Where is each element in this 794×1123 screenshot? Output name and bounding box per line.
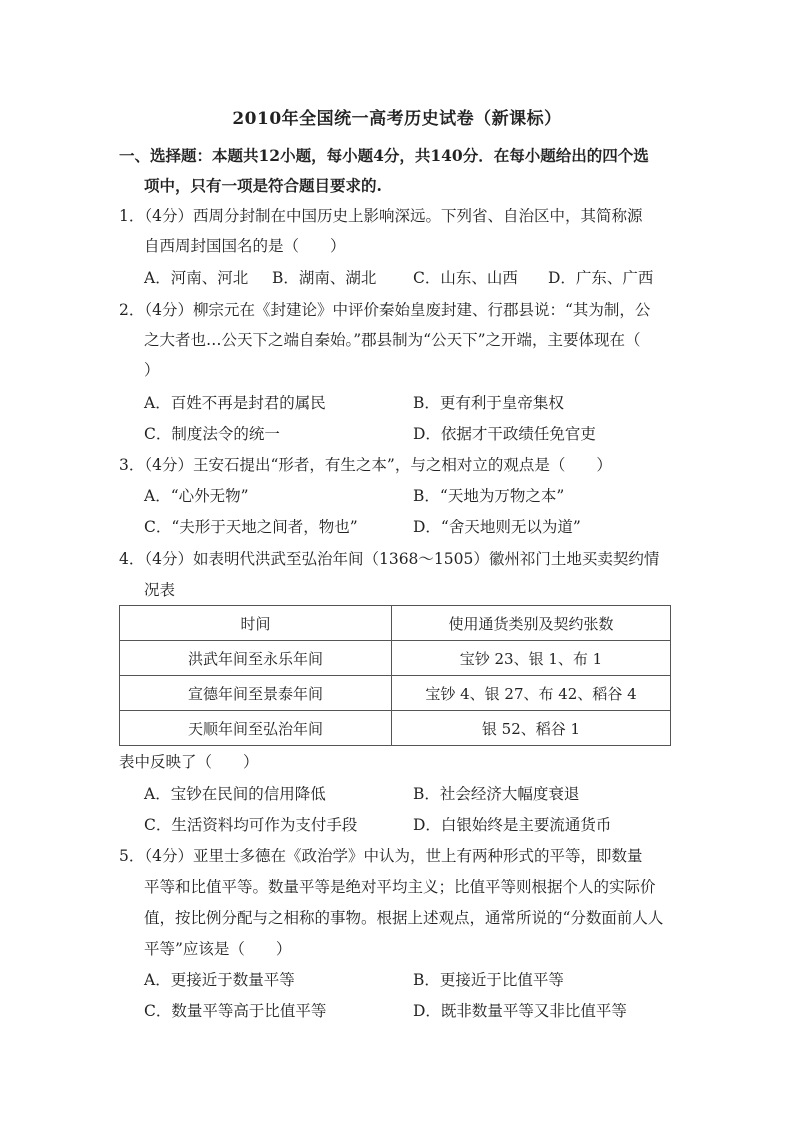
q2-stem-line3: ） [144,361,160,379]
q4-stem-line2: 况表 [144,581,176,599]
q3-option-b: B．“天地为万物之本” [413,487,565,505]
q2-option-a: A．百姓不再是封君的属民 [144,394,326,412]
q4-option-c: C．生活资料均可作为支付手段 [144,816,358,834]
q5-stem-line2: 平等和比值平等。数量平等是绝对平均主义；比值平等则根据个人的实际价 [144,878,656,896]
table-cell: 宣德年间至景泰年间 [120,676,392,711]
table-row [120,641,671,676]
q1-stem-line2: 自西周封国国名的是（ ） [144,237,346,255]
q5-stem-line1: 5．（4分）亚里士多德在《政治学》中认为，世上有两种形式的平等，即数量 [119,847,643,865]
q2-option-b: B．更有利于皇帝集权 [413,394,564,412]
q3-option-d: D．“舍天地则无以为道” [413,518,581,536]
q4-option-b: B．社会经济大幅度衰退 [413,785,580,803]
q5-option-c: C．数量平等高于比值平等 [144,1002,327,1020]
q4-stem-line1: 4．（4分）如表明代洪武至弘治年间（1368～1505）徽州祁门土地买卖契约情 [119,550,660,568]
table-cell: 宝钞 23、银 1、布 1 [392,641,671,676]
q1-option-d: D．广东、广西 [548,269,654,287]
table-cell: 天顺年间至弘治年间 [120,711,392,746]
q1-option-b: B．湖南、湖北 [272,269,377,287]
q2-stem-line1: 2．（4分）柳宗元在《封建论》中评价秦始皇废封建、行郡县说：“其为制，公 [119,301,651,319]
q4-option-a: A．宝钞在民间的信用降低 [144,785,326,803]
q3-option-a: A．“心外无物” [144,487,249,505]
q2-stem-line2: 之大者也…公天下之端自秦始。”郡县制为“公天下”之开端，主要体现在（ [144,331,641,349]
q4-after-table: 表中反映了（ ） [119,753,259,771]
q3-stem-line1: 3．（4分）王安石提出“形者，有生之本”，与之相对立的观点是（ ） [119,456,612,474]
section-heading-line2: 项中，只有一项是符合题目要求的. [144,176,382,195]
q4-option-d: D．白银始终是主要流通货币 [413,816,612,834]
table-header-cell: 时间 [120,606,392,641]
q3-option-c: C．“夫形于天地之间者，物也” [144,518,358,536]
q5-stem-line4: 平等”应该是（ ） [144,940,292,958]
q1-option-a: A．河南、河北 [144,269,249,287]
table-header-cell: 使用通货类别及契约张数 [392,606,671,641]
table-row [120,711,671,746]
contract-table [119,605,671,746]
q2-option-d: D．依据才干政绩任免官吏 [413,425,596,443]
q5-option-d: D．既非数量平等又非比值平等 [413,1002,627,1020]
q1-option-c: C．山东、山西 [413,269,518,287]
table-cell: 宝钞 4、银 27、布 42、稻谷 4 [392,676,671,711]
table-cell: 洪武年间至永乐年间 [120,641,392,676]
q2-option-c: C．制度法令的统一 [144,425,280,443]
table-header-row [120,606,671,641]
section-heading-line1: 一、选择题：本题共12小题，每小题4分，共140分．在每小题给出的四个选 [119,146,649,165]
q5-option-b: B．更接近于比值平等 [413,971,564,989]
table-row [120,676,671,711]
table-cell: 银 52、稻谷 1 [392,711,671,746]
q1-stem-line1: 1．（4分）西周分封制在中国历史上影响深远。下列省、自治区中，其简称源 [119,207,643,225]
q5-stem-line3: 值，按比例分配与之相称的事物。根据上述观点，通常所说的“分数面前人人 [144,909,664,927]
page-title: 2010年全国统一高考历史试卷（新课标） [232,109,562,129]
q5-option-a: A．更接近于数量平等 [144,971,295,989]
